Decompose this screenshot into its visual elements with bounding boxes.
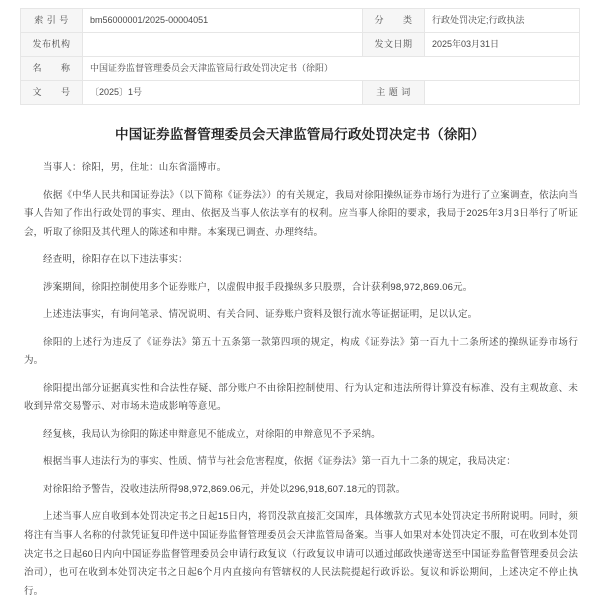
paragraph-violation-facts: 涉案期间，徐阳控制使用多个证券账户，以虚假申报手段操纵多只股票，合计获利98,972,869.06元。	[43, 281, 473, 293]
value-document-name: 中国证券监督管理委员会天津监管局行政处罚决定书（徐阳）	[83, 57, 580, 81]
value-index-number: bm56000001/2025-00004051	[83, 9, 363, 33]
paragraph-party-defense: 徐阳提出部分证据真实性和合法性存疑、部分账户不由徐阳控制使用、行为认定和违法所得计算没有标准、没有主观故意、未收到异常交易警示、对市场未造成影响等意见。	[24, 382, 578, 413]
table-row	[21, 81, 580, 105]
document-body	[0, 159, 600, 601]
paragraph-legal-violation-articles: 徐阳的上述行为违反了《证券法》第五十五条第一款第四项的规定，构成《证券法》第一百九十二条所述的操纵证券市场行为。	[24, 336, 578, 367]
paragraph-defense-review-result: 经复核，我局认为徐阳的陈述申辩意见不能成立，对徐阳的申辩意见不予采纳。	[43, 428, 381, 440]
label-index-number: 索 引 号	[21, 9, 83, 33]
value-issue-date: 2025年03月31日	[425, 33, 580, 57]
value-subject-keyword	[425, 81, 580, 105]
table-row	[21, 9, 580, 33]
paragraph-payment-and-appeal: 上述当事人应自收到本处罚决定书之日起15日内，将罚没款直接汇交国库，具体缴款方式见本处罚决定书所附说明。同时，须将注有当事人名称的付款凭证复印件送中国证券监督管理委员会天津监管局备案。当事人如果对本处罚决定不服，可在收到本处罚决定书之日起60日内向中国证券监督管理委员会申请行政复议（行政复议申请可以通过邮政快递寄送至中国证券监督管理委员会法治司），也可在收到本处罚决定书之日起6个月内直接向有管辖权的人民法院提起行政诉讼。复议和诉讼期间，上述决定不停止执行。	[24, 511, 578, 597]
metadata-table	[20, 8, 580, 105]
value-category: 行政处罚决定;行政执法	[425, 9, 580, 33]
label-document-number: 文 号	[21, 81, 83, 105]
table-row	[21, 57, 580, 81]
label-document-name: 名 称	[21, 57, 83, 81]
paragraph-party-info: 当事人：徐阳，男，住址：山东省淄博市。	[43, 162, 227, 174]
table-row	[21, 33, 580, 57]
paragraph-findings-intro: 经查明，徐阳存在以下违法事实：	[43, 254, 188, 266]
paragraph-evidence: 上述违法事实，有询问笔录、情况说明、有关合同、证券账户资料及银行流水等证据证明，足以认定。	[43, 309, 478, 321]
label-issue-date: 发文日期	[363, 33, 425, 57]
paragraph-legal-basis-investigation: 依据《中华人民共和国证券法》（以下简称《证券法》）的有关规定，我局对徐阳操纵证券市场行为进行了立案调查，依法向当事人告知了作出行政处罚的事实、理由、依据及当事人依法享有的权利。应当事人徐阳的要求，我局于2025年3月3日举行了听证会，听取了徐阳及其代理人的陈述和申辩。本案现已调查、办理终结。	[24, 189, 578, 238]
page-title: 中国证券监督管理委员会天津监管局行政处罚决定书（徐阳）	[115, 127, 485, 142]
metadata-table-container	[0, 0, 600, 105]
label-subject-keyword: 主 题 词	[363, 81, 425, 105]
value-issuing-agency	[83, 33, 363, 57]
value-document-number: 〔2025〕1号	[83, 81, 363, 105]
paragraph-decision-basis: 根据当事人违法行为的事实、性质、情节与社会危害程度，依据《证券法》第一百九十二条的规定，我局决定：	[43, 456, 516, 468]
paragraph-penalty-decision: 对徐阳给予警告，没收违法所得98,972,869.06元，并处以296,918,607.18元的罚款。	[43, 483, 406, 495]
label-issuing-agency: 发布机构	[21, 33, 83, 57]
label-category: 分 类	[363, 9, 425, 33]
